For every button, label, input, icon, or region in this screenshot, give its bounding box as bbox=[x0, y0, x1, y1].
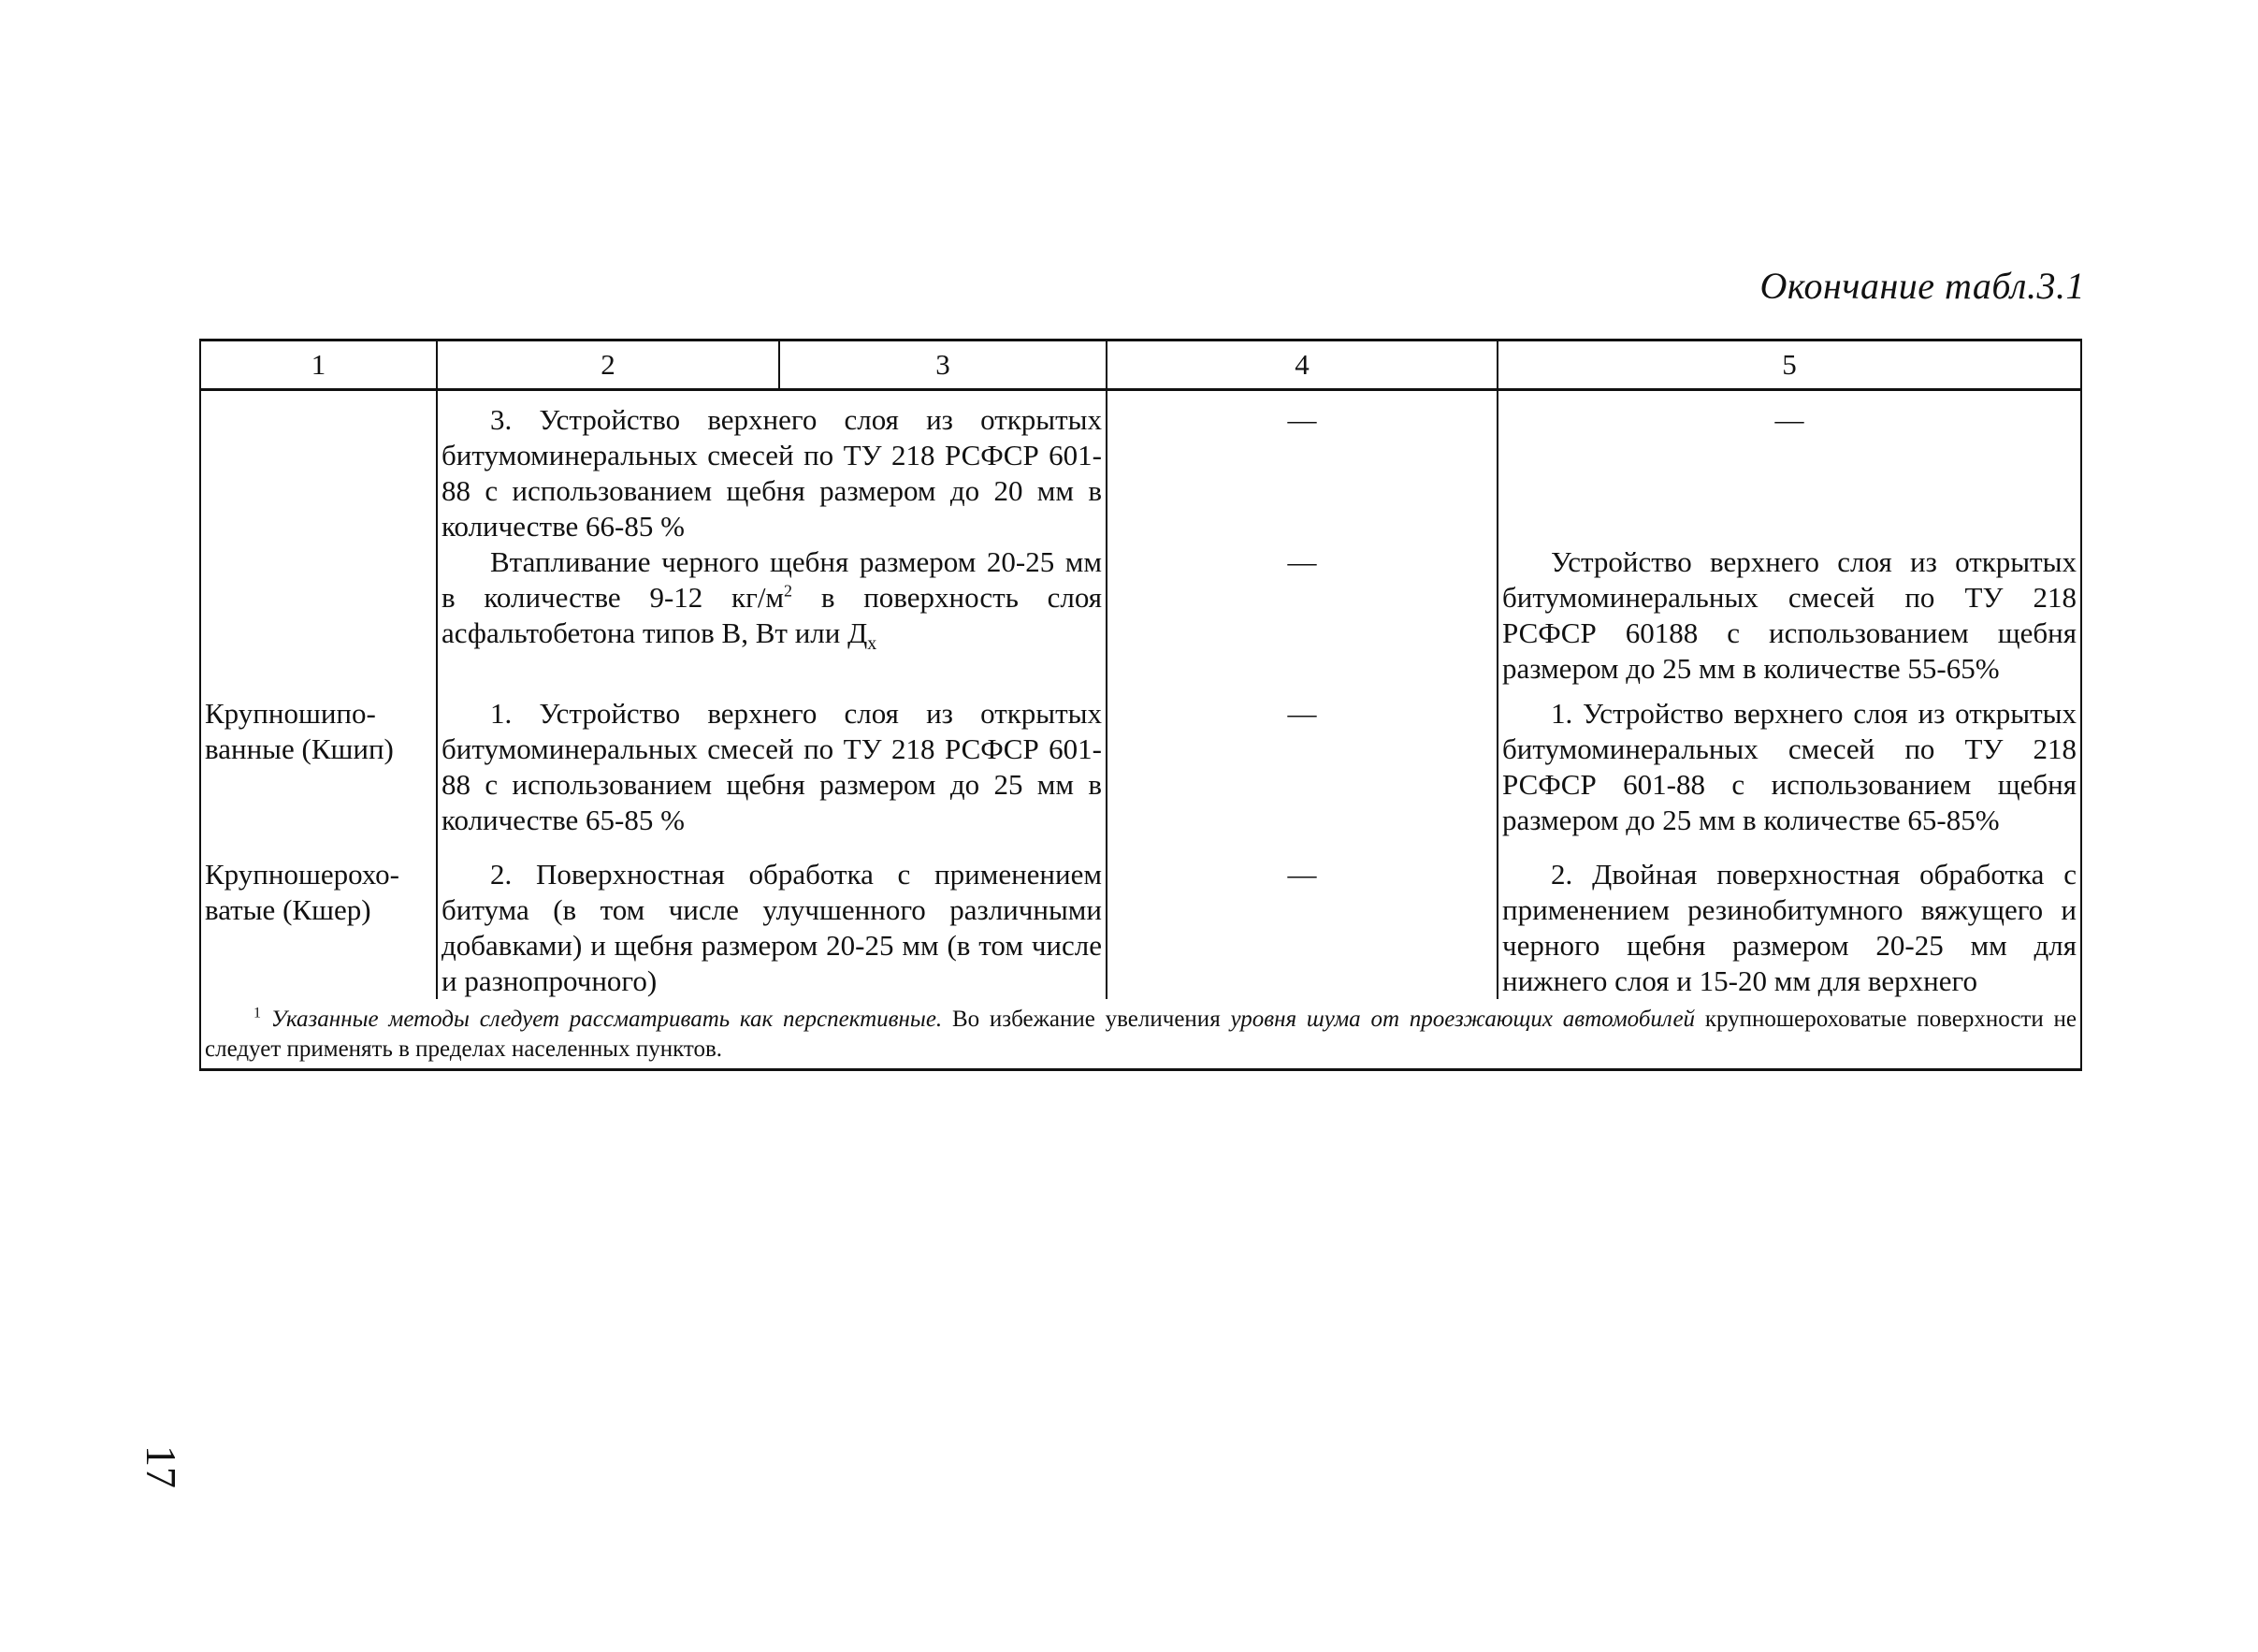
footnote-mark: 1 bbox=[253, 1005, 261, 1022]
row-2-col-1 bbox=[200, 544, 437, 687]
page-number: 17 bbox=[138, 1445, 185, 1488]
row-2-method-sup: 2 bbox=[784, 581, 793, 601]
table-footnote bbox=[200, 999, 2081, 1070]
row-1-method: 3. Устройство верхнего слоя из открытых битумоминеральных смесей по ТУ 218 РСФСР 601-88 с использованием щебня размером до 20 мм в количестве 66-85 % bbox=[437, 390, 1107, 545]
row-4-method: 2. Поверхностная обработка с применением битума (в том числе улучшенного различными добавками) и щебня размером 20-25 мм (в том числе и разнопрочного) bbox=[437, 838, 1107, 999]
row-2-method-text-a: Втапливание черного щебня размером 20-25 мм в количестве 9-12 кг/м bbox=[441, 545, 1102, 614]
footnote-italic-b: уровня шума от проезжающих автомобилей bbox=[1230, 1007, 1696, 1032]
table-header-row bbox=[200, 341, 2081, 390]
table-row bbox=[200, 838, 2081, 999]
row-2-method bbox=[437, 544, 1107, 687]
table-row bbox=[200, 544, 2081, 687]
table-row bbox=[200, 390, 2081, 545]
header-col-5: 5 bbox=[1498, 341, 2081, 390]
row-3-method: 1. Устройство верхнего слоя из открытых битумоминеральных смесей по ТУ 218 РСФСР 601-88 с использованием щебня размером до 25 мм в количестве 65-85 % bbox=[437, 687, 1107, 838]
data-table bbox=[199, 339, 2082, 1071]
row-1-col-5: — bbox=[1498, 390, 2081, 545]
row-2-method-text-b: в поверхность слоя асфальтобетона типов В, Вт или Д bbox=[441, 581, 1102, 649]
row-4-col-1: Крупношерохо-ватые (Кшер) bbox=[200, 838, 437, 999]
footnote-regular-b: крупношероховатые поверхности не следует применять в пределах населенных пунктов. bbox=[205, 1007, 2077, 1062]
row-2-method-sub: х bbox=[867, 633, 877, 655]
row-4-col-4: — bbox=[1107, 838, 1498, 999]
row-3-col-1: Крупношипо-ванные (Кшип) bbox=[200, 687, 437, 838]
footnote-regular-a: Во избежание увеличения bbox=[942, 1007, 1231, 1032]
footnote-italic-a: Указанные методы следует рассматривать как перспективные. bbox=[261, 1007, 943, 1032]
row-3-col-5: 1. Устройство верхнего слоя из открытых битумоминеральных смесей по ТУ 218 РСФСР 601-88 с использованием щебня размером до 25 мм в количестве 65-85% bbox=[1498, 687, 2081, 838]
header-col-3: 3 bbox=[779, 341, 1107, 390]
row-2-col-5: Устройство верхнего слоя из открытых битумоминеральных смесей по ТУ 218 РСФСР 60188 с использованием щебня размером до 25 мм в количестве 55-65% bbox=[1498, 544, 2081, 687]
row-3-col-4: — bbox=[1107, 687, 1498, 838]
table-row bbox=[200, 687, 2081, 838]
row-1-col-1 bbox=[200, 390, 437, 545]
header-col-1: 1 bbox=[200, 341, 437, 390]
row-4-col-5: 2. Двойная поверхностная обработка с применением резинобитумного вяжущего и черного щебня размером 20-25 мм для нижнего слоя и 15-20 мм для верхнего bbox=[1498, 838, 2081, 999]
table-caption: Окончание табл.3.1 bbox=[1759, 265, 2085, 307]
row-1-col-4: — bbox=[1107, 390, 1498, 545]
row-2-col-4: — bbox=[1107, 544, 1498, 687]
table-footnote-row bbox=[200, 999, 2081, 1070]
header-col-2: 2 bbox=[437, 341, 779, 390]
header-col-4: 4 bbox=[1107, 341, 1498, 390]
